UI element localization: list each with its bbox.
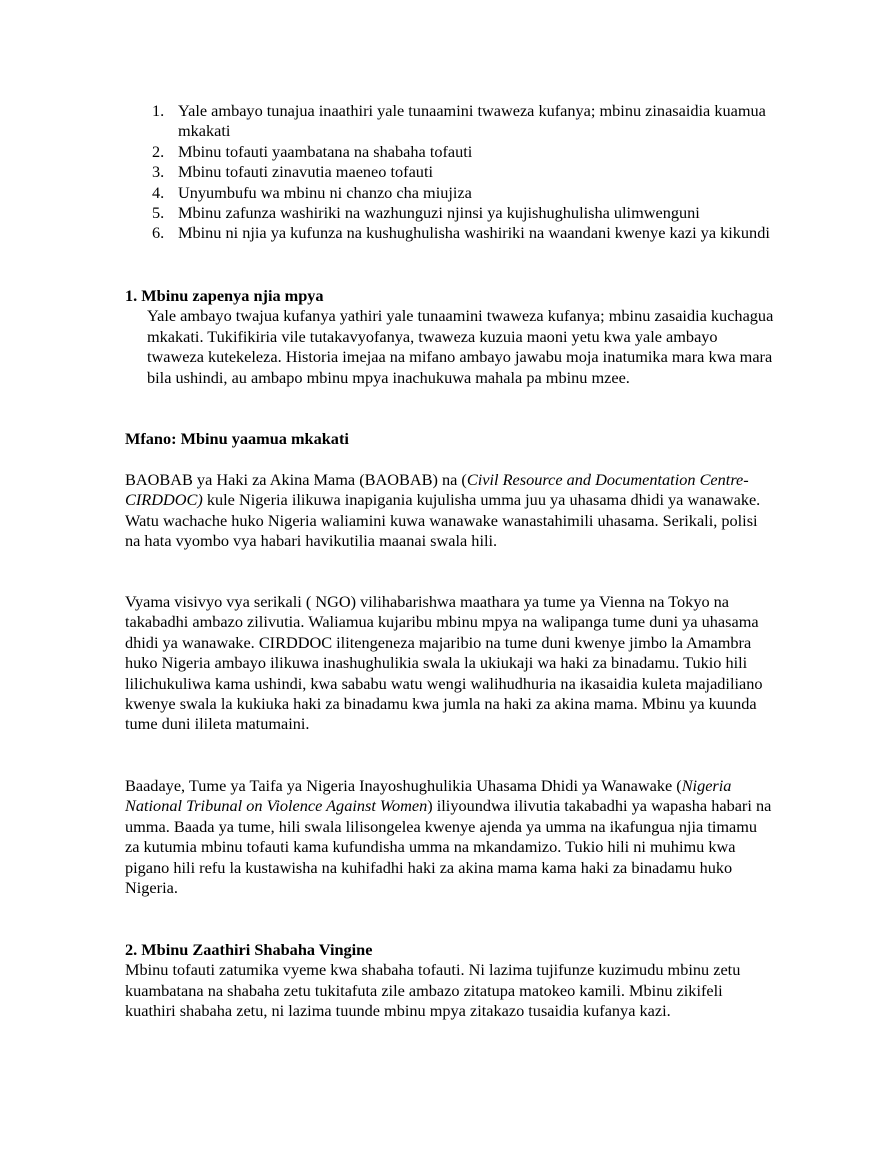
example-p1-italic: Civil Resource and Documentation Centre-CIRDDOC) [125, 470, 749, 510]
example-paragraph-3 [125, 776, 775, 898]
example-p2-text: Vyama visivyo vya serikali ( NGO) vilihabarishwa maathara ya tume ya Vienna na Tokyo na takabadhi ambazo zilivutia. Waliamua kujaribu mbinu mpya na walipanga tume duni ya uhasama dhidi ya wanawake. CIRDDOC ilitengeneza majaribio na tume duni kwenye jimbo la Amambra huko Nigeria ambayo ilikuwa inashughulikia swala la ukiukaji wa haki za binadamu. Tukio hili lilichukuliwa kama ushindi, kwa sababu watu wengi walihudhuria na ikasaidia kuleta majadiliano kwenye swala la kukiuka haki za binadamu kwa jumla na haki za akina mama. Mbinu ya kuunda tume duni ilileta matumaini. [125, 592, 763, 734]
list-item [152, 141, 778, 162]
list-item-text: Unyumbufu wa mbinu ni chanzo cha miujiza [178, 182, 472, 202]
list-item [152, 182, 778, 203]
list-item-text: Mbinu ni njia ya kufunza na kushughulisha washiriki na waandani kwenye kazi ya kikundi [178, 223, 770, 243]
list-item-number: 1. [152, 101, 165, 120]
section-2-body: Mbinu tofauti zatumika vyeme kwa shabaha tofauti. Ni lazima tujifunze kuzimudu mbinu zetu kuambatana na shabaha zetu tukitafuta zile ambazo zitatupa matokeo kamili. Mbinu zikifeli kuathiri shabaha zetu, ni lazima tuunde mbinu mpya zitakazo tusaidia kufanya kazi. [125, 960, 741, 1021]
section-1-heading: 1. Mbinu zapenya njia mpya [125, 286, 324, 305]
example-section [125, 429, 775, 449]
section-1-body: Yale ambayo twajua kufanya yathiri yale tunaamini twaweza kufanya; mbinu zasaidia kuchagua mkakati. Tukifikiria vile tutakavyofanya, twaweza kuzuia maoni yetu kwa yale ambayo twaweza kutekeleza. Historia imejaa na mifano ambayo jawabu moja inatumika mara kwa mara bila ushindi, au ambapo mbinu mpya inachukuwa mahala pa mbinu mzee. [147, 306, 774, 387]
list-item-text: Mbinu tofauti yaambatana na shabaha tofauti [178, 141, 473, 161]
list-item [152, 101, 778, 142]
list-item-number: 2. [152, 141, 165, 161]
list-item-number: 3. [152, 162, 165, 182]
list-item-number: 6. [152, 223, 165, 243]
intro-numbered-list [152, 101, 778, 244]
example-p3-text-b: ) iliyoundwa ilivutia takabadhi ya wapasha habari na umma. Baada ya tume, hili swala lilisongelea kwenye ajenda ya umma na ikafungua njia timamu za kutumia mbinu tofauti kama kufundisha umma na mkandamizo. Tukio hili ni muhimu kwa pigano hili refu la kustawisha na kuhifadhi haki za akina mama kama haki za binadamu huko Nigeria. [125, 796, 772, 898]
section-2 [125, 940, 775, 1022]
example-p1-text-a: BAOBAB ya Haki za Akina Mama (BAOBAB) na ( [125, 470, 467, 489]
example-heading: Mfano: Mbinu yaamua mkakati [125, 429, 349, 448]
list-item-number: 4. [152, 182, 165, 202]
list-item [152, 162, 778, 182]
list-item-number: 5. [152, 203, 165, 223]
example-paragraph-1 [125, 470, 775, 552]
list-item [152, 223, 778, 243]
example-paragraph-2 [125, 592, 775, 735]
list-item-text: Mbinu tofauti zinavutia maeneo tofauti [178, 162, 433, 182]
example-p3-text-a: Baadaye, Tume ya Taifa ya Nigeria Inayoshughulikia Uhasama Dhidi ya Wanawake ( [125, 776, 682, 795]
list-item [152, 203, 778, 223]
list-item-text: Yale ambayo tunajua inaathiri yale tunaamini twaweza kufanya; mbinu zinasaidia kuamua mkakati [178, 101, 766, 141]
list-item-text: Mbinu zafunza washiriki na wazhunguzi njinsi ya kujishughulisha ulimwenguni [178, 203, 700, 223]
section-2-heading: 2. Mbinu Zaathiri Shabaha Vingine [125, 940, 373, 959]
example-p1-text-b: kule Nigeria ilikuwa inapigania kujulisha umma juu ya uhasama dhidi ya wanawake. Watu wachache huko Nigeria waliamini kuwa wanawake wanastahimili uhasama. Serikali, polisi na hata vyombo vya habari havikutilia maanai swala hili. [125, 490, 761, 551]
example-p3-italic: Nigeria National Tribunal on Violence Against Women [125, 776, 732, 816]
section-1 [125, 286, 775, 388]
